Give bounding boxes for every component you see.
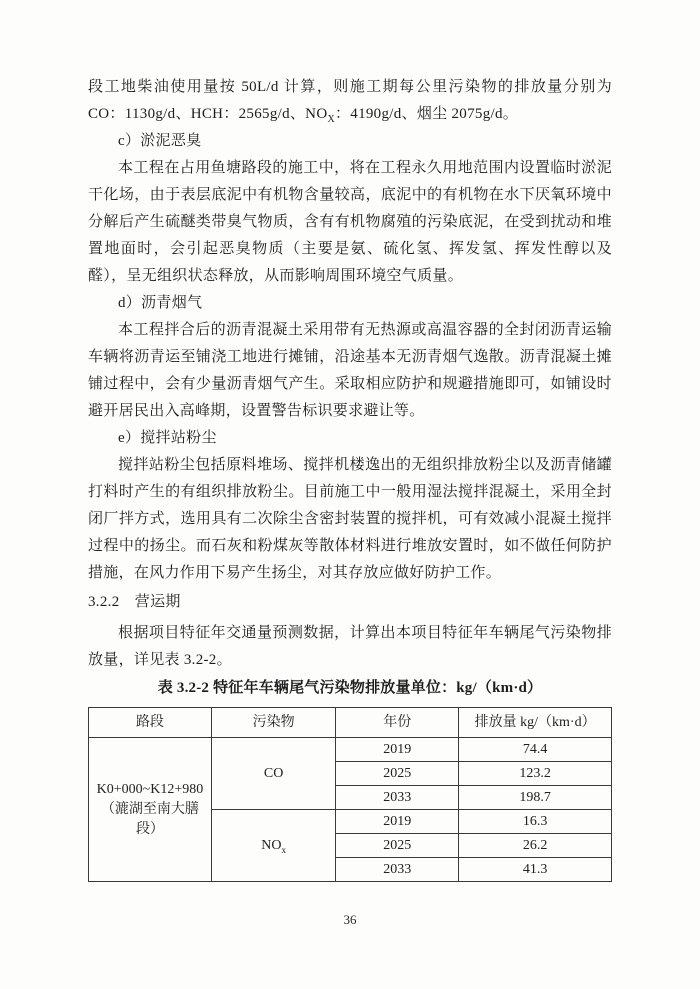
cell-value: 16.3 <box>459 810 612 834</box>
paragraph-construction-diesel <box>88 74 612 128</box>
cell-value: 74.4 <box>459 738 612 762</box>
paragraph-operation-period-intro: 根据项目特征年交通量预测数据，计算出本项目特征年车辆尾气污染物排放量，详见表 3.2-2。 <box>88 625 612 668</box>
table-caption: 表 3.2-2 特征年车辆尾气污染物排放量单位：kg/（km·d） <box>157 680 543 696</box>
paragraph-construction-diesel-part1: 段工地柴油使用量按 50L/d 计算，则施工期每公里污染物的排放量分别为 CO：1130g/d、HCH：2565g/d、NO <box>88 79 612 122</box>
paragraph-asphalt-fume: 本工程拌合后的沥青混凝土采用带有无热源或高温容器的全封闭沥青运输车辆将沥青运至铺浇工地进行摊铺，沿途基本无沥青烟气逸散。沥青混凝土摊铺过程中，会有少量沥青烟气产生。采取相应防护和规避措施即可，如铺设时避开居民出入高峰期，设置警告标识要求避让等。 <box>88 322 612 419</box>
pollutant-nox-sub: x <box>281 844 286 855</box>
paragraph-construction-diesel-part2: ：4190g/d、烟尘 2075g/d。 <box>334 106 519 122</box>
header-road-segment: 路段 <box>89 708 212 738</box>
pollutant-co-label: CO <box>263 765 284 781</box>
cell-year: 2033 <box>336 858 459 882</box>
cell-year: 2033 <box>336 786 459 810</box>
item-heading-e: e）搅拌站粉尘 <box>118 430 217 446</box>
item-heading-c: c）淤泥恶臭 <box>118 133 202 149</box>
header-year: 年份 <box>336 708 459 738</box>
nox-subscript: X <box>327 114 335 125</box>
cell-year: 2019 <box>336 738 459 762</box>
item-heading-d: d）沥青烟气 <box>118 295 203 311</box>
table-header-row <box>89 708 612 738</box>
pollutant-nox-label: NO <box>261 837 282 853</box>
header-pollutant: 污染物 <box>211 708 335 738</box>
section-heading-3-2-2: 3.2.2 营运期 <box>88 594 181 610</box>
cell-year: 2025 <box>336 762 459 786</box>
cell-value: 41.3 <box>459 858 612 882</box>
emissions-table <box>88 707 612 882</box>
page-number: 36 <box>343 912 357 927</box>
table-row <box>89 738 612 762</box>
cell-pollutant-co <box>211 738 335 810</box>
paragraph-sludge-odor: 本工程在占用鱼塘路段的施工中，将在工程永久用地范围内设置临时淤泥干化场，由于表层底泥中有机物含量较高，底泥中的有机物在水下厌氧环境中分解后产生硫醚类带臭气物质，含有有机物腐殖的污染底泥，在受到扰动和堆置地面时，会引起恶臭物质（主要是氨、硫化氢、挥发氢、挥发性醇以及醛），呈无组织状态释放，从而影响周围环境空气质量。 <box>88 160 612 284</box>
cell-year: 2019 <box>336 810 459 834</box>
header-emission-amount: 排放量 kg/（km·d） <box>459 708 612 738</box>
cell-value: 26.2 <box>459 834 612 858</box>
paragraph-mixing-station-dust: 搅拌站粉尘包括原料堆场、搅拌机楼逸出的无组织排放粉尘以及沥青储罐打料时产生的有组织排放粉尘。目前施工中一般用湿法搅拌混凝土，采用全封闭厂拌方式，选用具有二次除尘含密封装置的搅拌机，可有效减小混凝土搅拌过程中的扬尘。而石灰和粉煤灰等散体材料进行堆放安置时，如不做任何防护措施，在风力作用下易产生扬尘，对其存放应做好防护工作。 <box>88 457 612 581</box>
cell-year: 2025 <box>336 834 459 858</box>
cell-value: 123.2 <box>459 762 612 786</box>
cell-road-segment: K0+000~K12+980（漉湖至南大膳段） <box>89 738 212 882</box>
cell-pollutant-nox <box>211 810 335 882</box>
cell-value: 198.7 <box>459 786 612 810</box>
